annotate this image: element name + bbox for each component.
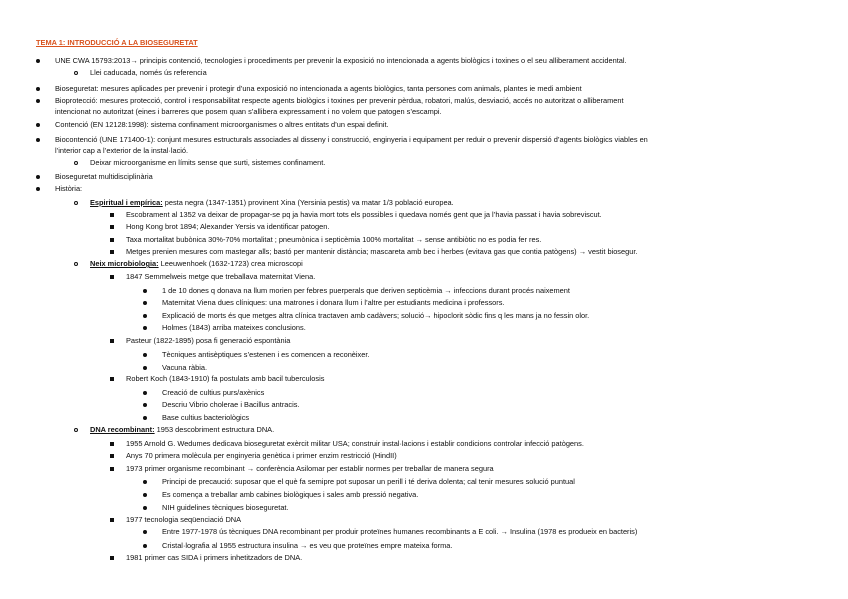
line-text: Deixar microorganisme en límits sense que surti, sistemes confinament. xyxy=(90,158,326,167)
line-text: Maternitat Viena dues clíniques: una matrones i donara llum i l’altre per estudiants medicina i professors. xyxy=(162,298,505,307)
line-text: Pasteur (1822-1895) posa fi generació espontània xyxy=(126,336,291,345)
outline-line xyxy=(162,388,264,398)
outline-line xyxy=(162,311,589,321)
bullet-square-icon xyxy=(110,454,114,458)
line-text: Biocontenció (UNE 171400-1): conjunt mesures estructurals associades al disseny i construcció, enginyeria i equipament per reduir o prevenir dispersió d’agents biològics viables en xyxy=(55,135,648,144)
bullet-square-icon xyxy=(110,275,114,279)
outline-line xyxy=(55,172,153,182)
line-text: Història: xyxy=(55,184,83,193)
line-text: 1953 descobriment estructura DNA. xyxy=(154,425,275,434)
outline-line xyxy=(55,135,648,145)
outline-line xyxy=(126,439,584,449)
bullet-dot-icon xyxy=(36,138,40,142)
bullet-dot-icon xyxy=(143,480,147,484)
line-text: 1955 Arnold G. Wedumes dedicava bioseguretat exèrcit militar USA; construir instal·lacions i establir condicions controlar infecció patògens. xyxy=(126,439,584,448)
bullet-dot-icon xyxy=(143,301,147,305)
outline-line xyxy=(162,490,418,500)
outline-line xyxy=(126,222,329,232)
bullet-square-icon xyxy=(110,518,114,522)
line-text: Bioseguretat: mesures aplicades per prevenir i protegir d’una exposició no intencionada a agents biològics, tanta persones com animals, plantes ie medi ambient xyxy=(55,84,582,93)
line-text: Tècniques antisèptiques s’estenen i es comencen a reconèixer. xyxy=(162,350,370,359)
outline-line xyxy=(126,210,602,220)
bullet-circle-icon xyxy=(74,71,78,75)
line-text: Contenció (EN 12128:1998): sistema confinament microorganismes o altres entitats d’un espai definit. xyxy=(55,120,389,129)
line-text: 1973 primer organisme recombinant → conferència Asilomar per establir normes per treballar de manera segura xyxy=(126,464,494,473)
outline-line xyxy=(126,336,290,346)
outline-line xyxy=(126,247,637,257)
bullet-circle-icon xyxy=(74,161,78,165)
bullet-dot-icon xyxy=(143,326,147,330)
bullet-circle-icon xyxy=(74,262,78,266)
bullet-square-icon xyxy=(110,238,114,242)
line-text: Leeuwenhoek (1632-1723) crea microscopi xyxy=(158,259,303,268)
bullet-dot-icon xyxy=(143,366,147,370)
line-text: 1 de 10 dones q donava na llum morien per febres puerperals que deriven septicèmia → infeccions durant procés naixement xyxy=(162,286,570,295)
line-text: 1847 Semmelweis metge que treballava maternitat Viena. xyxy=(126,272,316,281)
outline-line xyxy=(55,56,627,66)
line-text: Es comença a treballar amb cabines biològiques i sales amb pressió negativa. xyxy=(162,490,419,499)
outline-line xyxy=(162,477,575,487)
line-text: Vacuna ràbia. xyxy=(162,363,208,372)
line-text: intencionat no autoritzat (eines i barreres que posem quan s’allibera expressament i no volem que patogen s’escampi. xyxy=(55,107,442,116)
outline-line xyxy=(126,272,315,282)
outline-line xyxy=(126,374,324,384)
bullet-square-icon xyxy=(110,467,114,471)
bullet-dot-icon xyxy=(36,175,40,179)
outline-line xyxy=(162,286,570,296)
bullet-dot-icon xyxy=(143,289,147,293)
bullet-circle-icon xyxy=(74,201,78,205)
line-text: Hong Kong brot 1894; Alexander Yersis va identificar patogen. xyxy=(126,222,330,231)
section-label: Neix microbiologia: xyxy=(90,259,159,268)
outline-line xyxy=(55,107,442,117)
outline-line xyxy=(55,120,389,130)
line-text: Descriu Vibrio cholerae i Bacillus antracis. xyxy=(162,400,300,409)
bullet-dot-icon xyxy=(36,59,40,63)
bullet-dot-icon xyxy=(36,87,40,91)
outline-line xyxy=(162,527,637,537)
line-text: Holmes (1843) arriba mateixes conclusions. xyxy=(162,323,306,332)
line-text: Escobrament al 1352 va deixar de propagar-se pq ja havia mort tots els possibles i quedava només gent que ja l’havia passat i havia sobreviscut. xyxy=(126,210,602,219)
line-text: Cristal·lografia al 1955 estructura insulina → es veu que proteïnes empre mateixa forma. xyxy=(162,541,453,550)
page-title: TEMA 1: INTRODUCCIÓ A LA BIOSEGURETAT xyxy=(36,38,198,47)
line-text: Base cultius bacteriològics xyxy=(162,413,250,422)
bullet-square-icon xyxy=(110,250,114,254)
outline-line xyxy=(162,363,207,373)
bullet-dot-icon xyxy=(143,353,147,357)
outline-line xyxy=(55,184,82,194)
line-text: Creació de cultius purs/axènics xyxy=(162,388,265,397)
bullet-square-icon xyxy=(110,339,114,343)
outline-line xyxy=(90,259,303,269)
line-text: Explicació de morts és que metges altra clínica tractaven amb cadàvers; solució→ hipoclorit sòdic fins q les mans ja no fessin olor. xyxy=(162,311,590,320)
bullet-circle-icon xyxy=(74,428,78,432)
bullet-square-icon xyxy=(110,442,114,446)
line-text: 1981 primer cas SIDA i primers inhetitzadors de DNA. xyxy=(126,553,303,562)
outline-line xyxy=(90,68,207,78)
line-text: NIH guidelines tècniques bioseguretat. xyxy=(162,503,289,512)
line-text: Bioprotecció: mesures protecció, control i responsabilitat respecte agents biològics i toxines per prevenir pèrdua, robatori, malús, desviació, accés no autoritzat o alliberament xyxy=(55,96,624,105)
bullet-dot-icon xyxy=(143,544,147,548)
line-text: Llei caducada, només ús referencia xyxy=(90,68,207,77)
section-label: Espiritual i empírica: xyxy=(90,198,163,207)
line-text: Metges prenien mesures com mastegar alls; bastó per mantenir distància; mascareta amb bec i herbes (evitava gas que contia patògens) → vestit biosegur. xyxy=(126,247,638,256)
outline-line xyxy=(162,413,249,423)
line-text: l’interior cap a l’exterior de la instal·lació. xyxy=(55,146,189,155)
line-text: Principi de precaució: suposar que el què fa semipre pot suposar un perill i té deriva dolenta; cal tenir mesures solució puntual xyxy=(162,477,575,486)
outline-line xyxy=(162,298,504,308)
line-text: Taxa mortalitat bubònica 30%-70% mortalitat ; pneumònica i septicèmia 100% mortalitat → sense antibiòtic no es podia fer res. xyxy=(126,235,542,244)
bullet-square-icon xyxy=(110,213,114,217)
bullet-dot-icon xyxy=(143,314,147,318)
outline-line xyxy=(90,425,274,435)
outline-line xyxy=(126,553,302,563)
line-text: Bioseguretat multidisciplinària xyxy=(55,172,153,181)
bullet-dot-icon xyxy=(143,506,147,510)
outline-line xyxy=(90,158,325,168)
outline-line xyxy=(126,515,241,525)
line-text: Robert Koch (1843-1910) fa postulats amb bacil tuberculosis xyxy=(126,374,325,383)
line-text: UNE CWA 15793:2013→ principis contenció, tecnologies i procediments per prevenir la exposició no intencionada a agents biològics i toxines o el seu alliberament accidental. xyxy=(55,56,627,65)
line-text: pesta negra (1347-1351) provinent Xina (Yersinia pestis) va matar 1/3 població europea. xyxy=(162,198,454,207)
bullet-dot-icon xyxy=(143,493,147,497)
outline-line xyxy=(162,400,299,410)
bullet-square-icon xyxy=(110,377,114,381)
bullet-dot-icon xyxy=(143,403,147,407)
outline-line xyxy=(162,503,289,513)
outline-line xyxy=(55,84,582,94)
line-text: Anys 70 primera molècula per enginyeria genètica i primer enzim restricció (HindII) xyxy=(126,451,397,460)
bullet-dot-icon xyxy=(143,416,147,420)
outline-line xyxy=(55,96,624,106)
section-label: DNA recombinant: xyxy=(90,425,155,434)
bullet-dot-icon xyxy=(36,99,40,103)
bullet-dot-icon xyxy=(143,530,147,534)
bullet-dot-icon xyxy=(36,187,40,191)
bullet-square-icon xyxy=(110,556,114,560)
line-text: Entre 1977-1978 ús tècniques DNA recombinant per produir proteïnes humanes recombinants a E coli. → Insulina (1978 es produeix en bacteris) xyxy=(162,527,638,536)
outline-line xyxy=(162,323,306,333)
outline-line xyxy=(126,451,397,461)
outline-line xyxy=(55,146,188,156)
outline-line xyxy=(162,350,369,360)
bullet-dot-icon xyxy=(36,123,40,127)
outline-line xyxy=(126,235,541,245)
line-text: 1977 tecnologia seqüenciació DNA xyxy=(126,515,242,524)
bullet-square-icon xyxy=(110,225,114,229)
outline-line xyxy=(162,541,452,551)
bullet-dot-icon xyxy=(143,391,147,395)
outline-line xyxy=(126,464,494,474)
outline-line xyxy=(90,198,454,208)
